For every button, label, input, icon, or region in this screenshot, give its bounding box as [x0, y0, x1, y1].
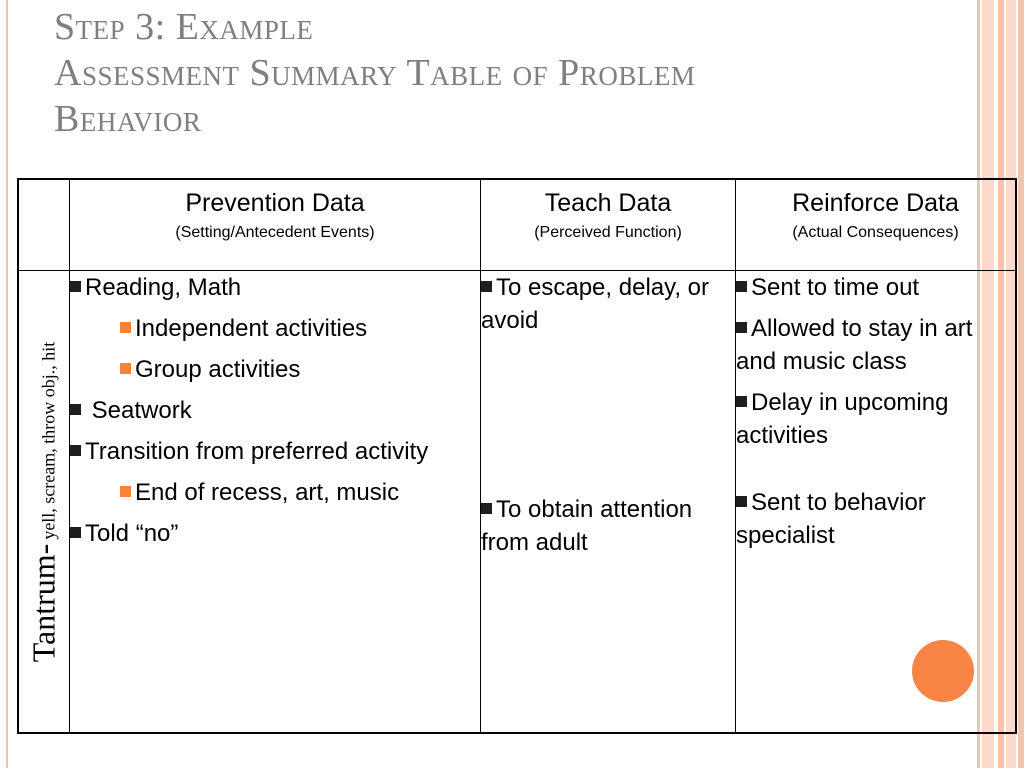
list-item: Allowed to stay in art and music class — [736, 315, 973, 375]
square-bullet-icon — [70, 281, 81, 292]
list-item: End of recess, art, music — [70, 476, 480, 509]
row-label-main: Tantrum- — [25, 543, 62, 662]
list-item: Told “no” — [70, 517, 480, 550]
header-reinforce-title: Reinforce Data — [792, 189, 959, 217]
square-bullet-icon — [481, 503, 492, 514]
title-line-2: Assessment Summary Table of Problem — [54, 52, 696, 94]
orange-circle-decoration — [912, 640, 974, 702]
list-item: To obtain attention from adult — [481, 496, 693, 556]
orange-square-bullet-icon — [120, 486, 131, 497]
row-label-cell — [18, 271, 70, 734]
table-row — [18, 271, 1016, 734]
list-item: To escape, delay, or avoid — [481, 274, 710, 334]
square-bullet-icon — [70, 527, 81, 538]
square-bullet-icon — [736, 396, 747, 407]
orange-square-bullet-icon — [120, 363, 131, 374]
header-prevention-subtitle: (Setting/Antecedent Events) — [175, 224, 375, 241]
square-bullet-icon — [736, 322, 747, 333]
square-bullet-icon — [736, 496, 747, 507]
slide-title — [54, 4, 934, 142]
prevention-cell — [70, 271, 481, 734]
list-item: Sent to time out — [736, 271, 1015, 304]
list-item: Group activities — [70, 353, 480, 386]
header-teach-subtitle: (Perceived Function) — [534, 224, 682, 241]
header-prevention — [70, 179, 481, 271]
table-header-row — [18, 179, 1016, 271]
square-bullet-icon — [70, 445, 81, 456]
list-item: Sent to behavior specialist — [736, 489, 926, 549]
header-corner-cell — [18, 179, 70, 271]
left-border-inner — [6, 0, 7, 768]
header-reinforce — [736, 179, 1017, 271]
row-label-detail: yell, scream, throw obj., hit — [38, 341, 59, 540]
title-line-1: Step 3: Example — [54, 6, 314, 48]
header-prevention-title: Prevention Data — [185, 189, 365, 217]
list-item: Reading, Math — [70, 271, 480, 304]
row-label-rotated — [26, 341, 63, 662]
assessment-summary-table — [17, 178, 1017, 734]
title-line-3: Behavior — [54, 98, 202, 140]
header-teach-title: Teach Data — [544, 189, 672, 217]
list-item: Transition from preferred activity — [70, 435, 480, 468]
orange-square-bullet-icon — [120, 322, 131, 333]
header-reinforce-subtitle: (Actual Consequences) — [792, 224, 959, 241]
list-item: Delay in upcoming activities — [736, 389, 949, 449]
list-item: Seatwork — [70, 394, 480, 427]
square-bullet-icon — [481, 281, 492, 292]
square-bullet-icon — [736, 281, 747, 292]
teach-cell — [481, 271, 736, 734]
reinforce-cell — [736, 271, 1017, 734]
list-item: Independent activities — [70, 312, 480, 345]
square-bullet-icon — [70, 404, 81, 415]
header-teach — [481, 179, 736, 271]
